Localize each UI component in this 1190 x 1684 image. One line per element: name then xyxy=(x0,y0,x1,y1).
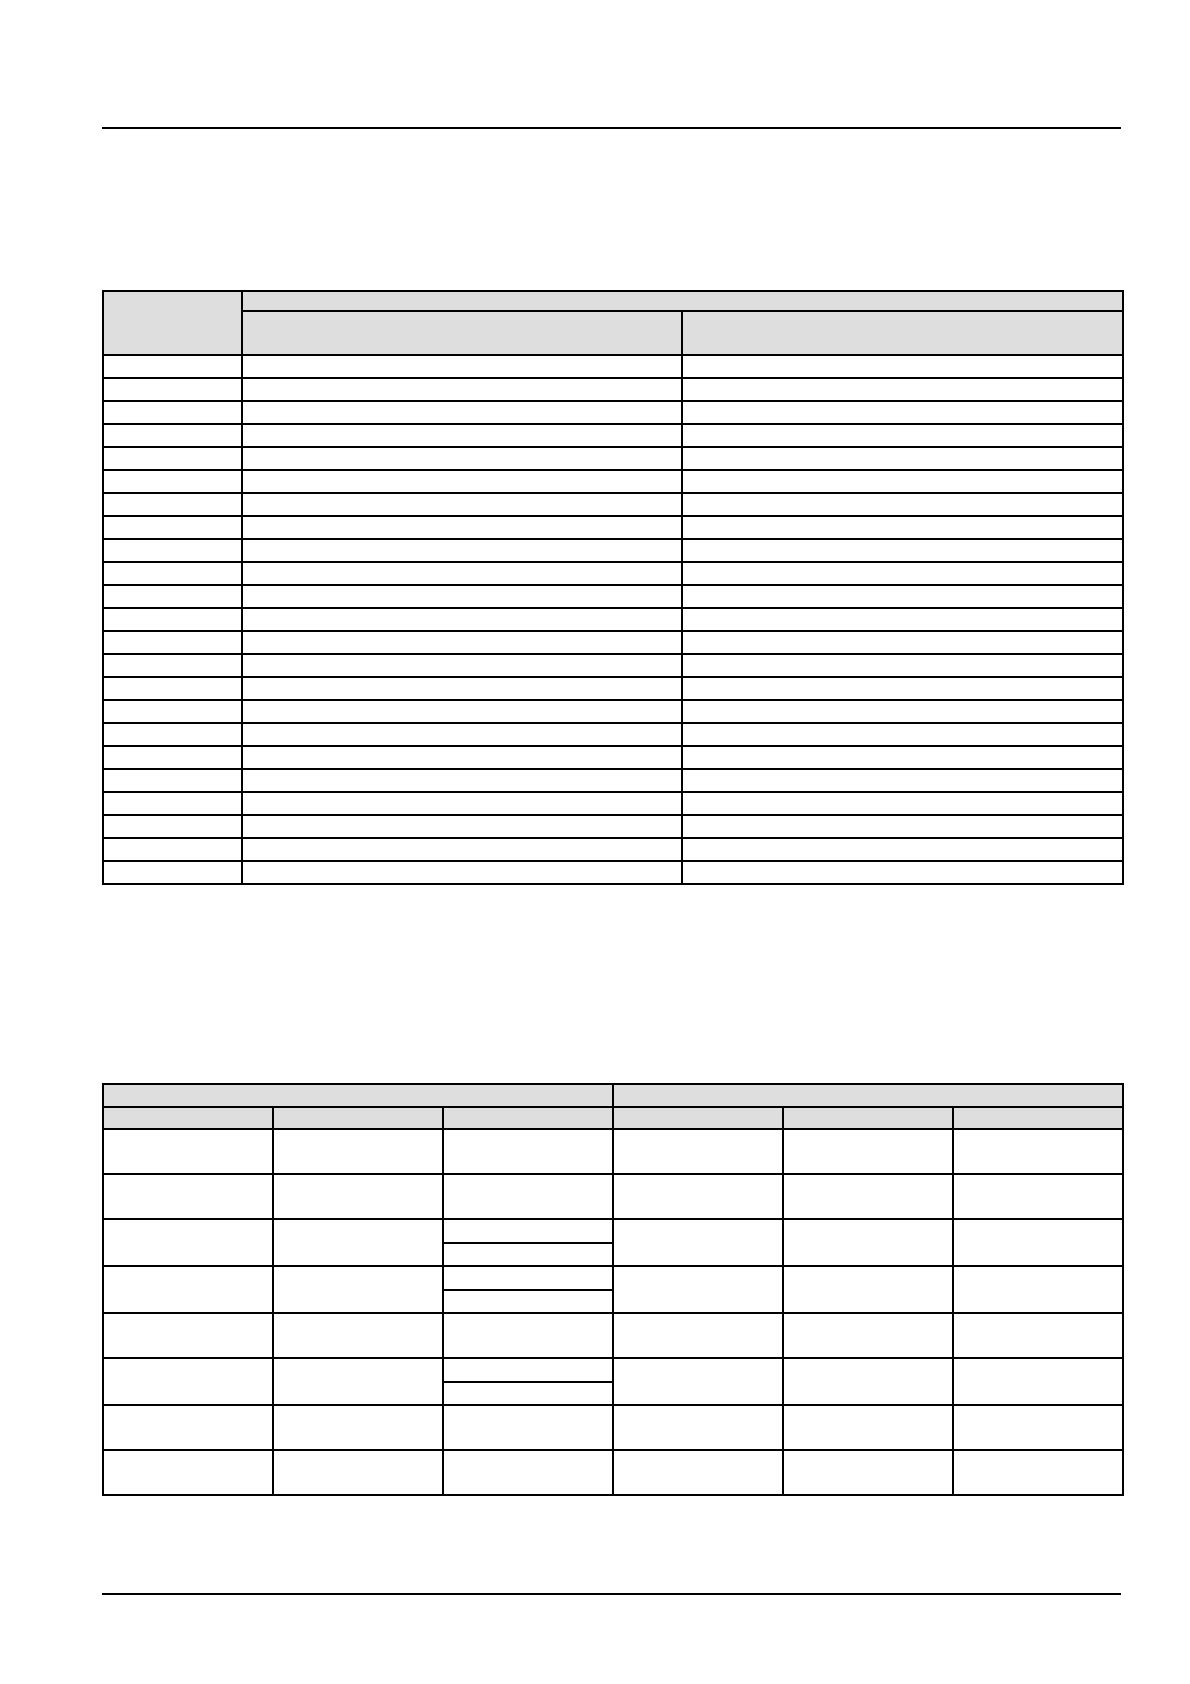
table-split-cell xyxy=(443,1219,613,1266)
table-cell xyxy=(682,447,1123,470)
table-cell xyxy=(783,1129,953,1174)
table-cell xyxy=(682,631,1123,654)
table-two-group-header-right xyxy=(613,1084,1123,1107)
table-row xyxy=(103,355,1123,378)
table-cell xyxy=(682,838,1123,861)
table-cell xyxy=(682,654,1123,677)
table-cell xyxy=(613,1450,783,1495)
table-cell xyxy=(103,516,242,539)
table-cell xyxy=(953,1266,1123,1313)
table-row xyxy=(103,769,1123,792)
table-cell xyxy=(613,1266,783,1313)
table-two xyxy=(102,1083,1124,1496)
table-two-header-row xyxy=(103,1084,1123,1107)
table-one-header-row xyxy=(103,291,1123,311)
table-cell xyxy=(103,470,242,493)
table-cell xyxy=(103,1174,273,1219)
table-cell xyxy=(273,1405,443,1450)
table-cell xyxy=(273,1129,443,1174)
table-cell xyxy=(953,1219,1123,1266)
table-two-subheader-cell xyxy=(783,1107,953,1129)
table-cell xyxy=(242,723,682,746)
table-row xyxy=(103,1450,1123,1495)
table-row xyxy=(103,1129,1123,1174)
table-cell xyxy=(103,631,242,654)
table-row xyxy=(103,608,1123,631)
table-cell xyxy=(273,1450,443,1495)
table-cell xyxy=(103,562,242,585)
table-cell xyxy=(953,1129,1123,1174)
table-cell xyxy=(443,1129,613,1174)
table-two-group-header-left xyxy=(103,1084,613,1107)
split-cell-stack xyxy=(444,1220,612,1265)
table-cell xyxy=(682,608,1123,631)
table-row xyxy=(103,1219,1123,1266)
table-cell xyxy=(103,1405,273,1450)
table-cell xyxy=(682,539,1123,562)
table-row xyxy=(103,1313,1123,1358)
table-cell xyxy=(103,792,242,815)
table-cell xyxy=(242,815,682,838)
table-cell xyxy=(613,1358,783,1405)
table-cell xyxy=(783,1358,953,1405)
table-cell xyxy=(783,1405,953,1450)
table-cell xyxy=(682,585,1123,608)
table-cell xyxy=(953,1405,1123,1450)
table-cell xyxy=(783,1313,953,1358)
table-cell xyxy=(103,746,242,769)
split-cell-upper xyxy=(444,1267,612,1291)
table-row xyxy=(103,447,1123,470)
table-cell xyxy=(242,838,682,861)
table-cell xyxy=(103,1129,273,1174)
table-cell xyxy=(103,700,242,723)
table-cell xyxy=(682,355,1123,378)
table-cell xyxy=(103,539,242,562)
table-cell xyxy=(242,746,682,769)
table-row xyxy=(103,1266,1123,1313)
table-row xyxy=(103,516,1123,539)
table-cell xyxy=(242,677,682,700)
table-cell xyxy=(953,1313,1123,1358)
table-cell xyxy=(443,1450,613,1495)
table-cell xyxy=(242,608,682,631)
table-cell xyxy=(682,723,1123,746)
table-cell xyxy=(682,401,1123,424)
table-cell xyxy=(242,562,682,585)
table-cell xyxy=(242,769,682,792)
table-row xyxy=(103,815,1123,838)
table-two-subheader-cell xyxy=(613,1107,783,1129)
table-cell xyxy=(682,677,1123,700)
table-cell xyxy=(242,631,682,654)
table-cell xyxy=(103,378,242,401)
table-cell xyxy=(242,355,682,378)
table-cell xyxy=(682,861,1123,884)
table-cell xyxy=(443,1174,613,1219)
split-cell-upper xyxy=(444,1359,612,1383)
table-cell xyxy=(242,654,682,677)
table-cell xyxy=(273,1219,443,1266)
table-row xyxy=(103,861,1123,884)
table-row xyxy=(103,1405,1123,1450)
table-cell xyxy=(273,1358,443,1405)
table-cell xyxy=(682,470,1123,493)
table-cell xyxy=(613,1174,783,1219)
table-row xyxy=(103,723,1123,746)
table-row xyxy=(103,424,1123,447)
table-row xyxy=(103,677,1123,700)
table-cell xyxy=(682,769,1123,792)
table-cell xyxy=(242,516,682,539)
table-row xyxy=(103,401,1123,424)
table-cell xyxy=(242,585,682,608)
split-cell-lower xyxy=(444,1291,612,1313)
table-split-cell xyxy=(443,1266,613,1313)
split-cell-lower xyxy=(444,1383,612,1405)
table-cell xyxy=(242,424,682,447)
table-row xyxy=(103,493,1123,516)
table-one xyxy=(102,290,1124,885)
table-cell xyxy=(682,746,1123,769)
table-one-subheader-row xyxy=(103,311,1123,355)
table-two-subheader-cell xyxy=(273,1107,443,1129)
table-cell xyxy=(783,1450,953,1495)
table-cell xyxy=(783,1266,953,1313)
table-row xyxy=(103,562,1123,585)
table-cell xyxy=(273,1313,443,1358)
table-cell xyxy=(242,700,682,723)
table-cell xyxy=(273,1174,443,1219)
table-cell xyxy=(103,401,242,424)
table-cell xyxy=(242,470,682,493)
table-row xyxy=(103,792,1123,815)
table-cell xyxy=(242,861,682,884)
table-row xyxy=(103,1358,1123,1405)
table-cell xyxy=(103,1219,273,1266)
table-cell xyxy=(613,1405,783,1450)
table-row xyxy=(103,838,1123,861)
table-cell xyxy=(103,723,242,746)
table-cell xyxy=(953,1358,1123,1405)
table-row xyxy=(103,1174,1123,1219)
table-row xyxy=(103,631,1123,654)
table-cell xyxy=(103,838,242,861)
table-two-subheader-cell xyxy=(443,1107,613,1129)
header-rule xyxy=(102,127,1121,129)
table-cell xyxy=(103,1358,273,1405)
table-cell xyxy=(682,700,1123,723)
table-cell xyxy=(783,1174,953,1219)
table-cell xyxy=(103,355,242,378)
table-cell xyxy=(682,493,1123,516)
table-row xyxy=(103,539,1123,562)
table-cell xyxy=(682,516,1123,539)
table-row xyxy=(103,585,1123,608)
split-cell-stack xyxy=(444,1359,612,1404)
table-cell xyxy=(103,1450,273,1495)
table-two-subheader-cell xyxy=(953,1107,1123,1129)
table-cell xyxy=(682,424,1123,447)
table-cell xyxy=(242,792,682,815)
table-cell xyxy=(953,1450,1123,1495)
table-cell xyxy=(103,677,242,700)
table-row xyxy=(103,746,1123,769)
table-cell xyxy=(273,1266,443,1313)
table-cell xyxy=(103,1266,273,1313)
table-cell xyxy=(103,608,242,631)
table-row xyxy=(103,470,1123,493)
table-cell xyxy=(682,378,1123,401)
table-cell xyxy=(242,447,682,470)
table-two-subheader-cell xyxy=(103,1107,273,1129)
table-cell xyxy=(682,815,1123,838)
table-cell xyxy=(783,1219,953,1266)
table-cell xyxy=(103,493,242,516)
table-row xyxy=(103,700,1123,723)
table-two-subheader-row xyxy=(103,1107,1123,1129)
table-cell xyxy=(242,493,682,516)
table-cell xyxy=(682,792,1123,815)
table-cell xyxy=(103,447,242,470)
footer-rule xyxy=(102,1593,1121,1595)
table-cell xyxy=(443,1405,613,1450)
split-cell-upper xyxy=(444,1220,612,1244)
table-cell xyxy=(613,1313,783,1358)
table-cell xyxy=(613,1129,783,1174)
table-cell xyxy=(103,1313,273,1358)
table-cell xyxy=(242,378,682,401)
table-split-cell xyxy=(443,1358,613,1405)
table-cell xyxy=(103,815,242,838)
table-row xyxy=(103,654,1123,677)
table-cell xyxy=(103,585,242,608)
table-cell xyxy=(103,424,242,447)
table-cell xyxy=(242,539,682,562)
table-cell xyxy=(103,654,242,677)
split-cell-stack xyxy=(444,1267,612,1312)
table-one-group-header xyxy=(242,291,1123,311)
table-cell xyxy=(682,562,1123,585)
split-cell-lower xyxy=(444,1244,612,1266)
table-cell xyxy=(443,1313,613,1358)
table-cell xyxy=(613,1219,783,1266)
table-one-subheader-cell xyxy=(682,311,1123,355)
table-one-corner-header xyxy=(103,291,242,355)
table-cell xyxy=(242,401,682,424)
table-row xyxy=(103,378,1123,401)
table-cell xyxy=(953,1174,1123,1219)
table-one-subheader-cell xyxy=(242,311,682,355)
table-cell xyxy=(103,861,242,884)
table-cell xyxy=(103,769,242,792)
